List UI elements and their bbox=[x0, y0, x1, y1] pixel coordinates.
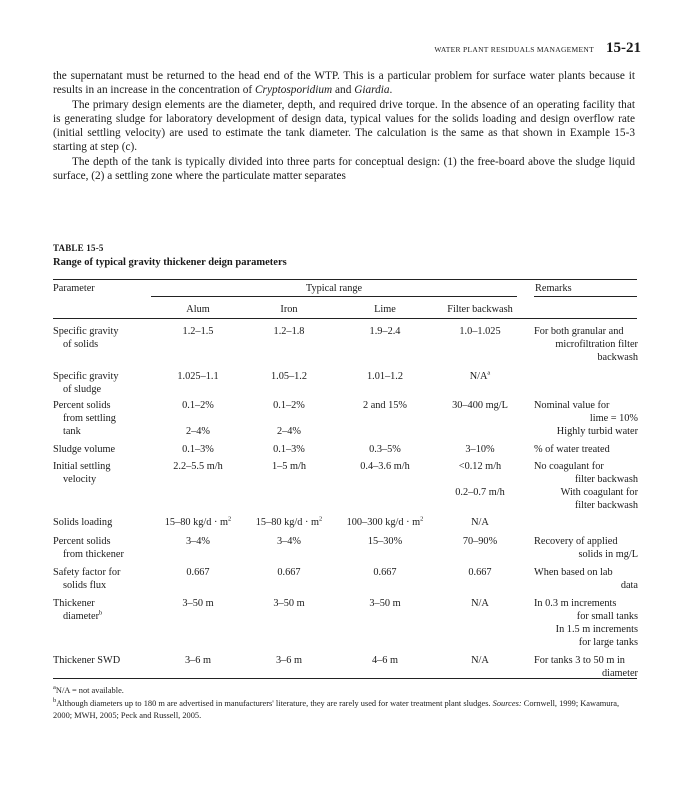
sludge-volume-remarks: % of water treated bbox=[534, 444, 610, 455]
remark-line: data bbox=[620, 580, 638, 591]
param-text: diameter bbox=[63, 611, 100, 622]
percent-solids-thickener-fb: 70–90% bbox=[462, 536, 498, 547]
footnote-b-text: Although diameters up to 180 m are advertised in manufacturers' literature, they are rarely used for water treatment plant sludges. bbox=[56, 698, 493, 708]
initial-settling-iron: 1–5 m/h bbox=[271, 461, 307, 472]
sources-text: Cornwell, 1999; Kawamura, 2000; MWH, 2005; Peck and Russell, 2005. bbox=[53, 698, 620, 720]
page-number: 15-21 bbox=[606, 40, 641, 56]
header-filter-backwash: Filter backwash bbox=[447, 304, 513, 315]
specific-gravity-sludge-alum: 1.025–1.1 bbox=[177, 371, 219, 382]
param-line: of solids bbox=[63, 339, 99, 350]
table-caption bbox=[53, 243, 635, 268]
percent-solids-settling-alum-2: 2–4% bbox=[185, 426, 211, 437]
table-footnotes bbox=[53, 685, 637, 723]
remark-line: Highly turbid water bbox=[556, 426, 638, 437]
specific-gravity-solids-fb: 1.0–1.025 bbox=[459, 326, 501, 337]
thickener-diameter-fb: N/A bbox=[471, 598, 489, 609]
remark-line: diameter bbox=[601, 668, 638, 679]
remark-line: for large tanks bbox=[578, 637, 638, 648]
remark-line: microfiltration filter bbox=[555, 339, 638, 350]
cryptosporidium-term: Cryptosporidium bbox=[255, 84, 333, 97]
row-specific-gravity-sludge-parameter bbox=[53, 370, 153, 396]
percent-solids-settling-fb: 30–400 mg/L bbox=[452, 400, 508, 411]
paragraph-1-text-b: and bbox=[332, 84, 355, 97]
safety-factor-fb: 0.667 bbox=[468, 567, 492, 578]
param-line bbox=[53, 610, 153, 623]
giardia-term: Giardia bbox=[354, 84, 390, 97]
row-percent-solids-settling-parameter bbox=[53, 399, 153, 438]
initial-settling-remarks bbox=[534, 460, 638, 512]
thickener-swd-lime: 4–6 m bbox=[371, 655, 399, 666]
paragraph-2: The primary design elements are the diameter, depth, and required drive torque. In the absence of an operating facility that is generating sludge for laboratory development of design data, typical values for the solids loading and design overflow rate (initial settling velocity) are used to estimate the tank diameter. The calculation is the same as that shown in Example 15-3 starting at step (c). bbox=[53, 98, 635, 154]
remarks-spanner-rule bbox=[534, 296, 637, 297]
safety-factor-remarks bbox=[534, 566, 638, 592]
percent-solids-settling-alum-1: 0.1–2% bbox=[182, 400, 214, 411]
remark-line: When based on lab bbox=[534, 567, 613, 578]
thickener-diameter-iron: 3–50 m bbox=[273, 598, 305, 609]
param-line: Percent solids bbox=[53, 536, 111, 547]
paragraph-1-text-a: the supernatant must be returned to the head end of the WTP. This is a particular problem for surface water plants because it results in an increase in the concentration of bbox=[53, 70, 635, 97]
remark-line: With coagulant for bbox=[560, 487, 638, 498]
row-safety-factor-parameter bbox=[53, 566, 153, 592]
row-solids-loading-parameter: Solids loading bbox=[53, 517, 113, 528]
remark-line: No coagulant for bbox=[534, 461, 604, 472]
value: 15–80 kg/d · m bbox=[164, 517, 228, 528]
percent-solids-thickener-iron: 3–4% bbox=[276, 536, 302, 547]
param-line: velocity bbox=[63, 474, 97, 485]
footnote-a-marker: a bbox=[53, 684, 56, 692]
value: 100–300 kg/d · m bbox=[346, 517, 421, 528]
remark-line: In 1.5 m increments bbox=[555, 624, 638, 635]
header-typical-range: Typical range bbox=[305, 283, 363, 294]
fb-value: N/A bbox=[469, 371, 488, 382]
row-specific-gravity-solids-parameter bbox=[53, 325, 153, 351]
footnote-a-mark: a bbox=[487, 369, 491, 377]
header-parameter: Parameter bbox=[53, 283, 95, 294]
param-line: Safety factor for bbox=[53, 567, 121, 578]
initial-settling-lime: 0.4–3.6 m/h bbox=[360, 461, 410, 472]
header-remarks: Remarks bbox=[535, 283, 572, 294]
remark-line: backwash bbox=[597, 352, 638, 363]
percent-solids-thickener-alum: 3–4% bbox=[185, 536, 211, 547]
table-top-rule bbox=[53, 279, 637, 280]
row-sludge-volume-parameter: Sludge volume bbox=[53, 444, 116, 455]
initial-settling-fb-2: 0.2–0.7 m/h bbox=[455, 487, 505, 498]
percent-solids-settling-iron-1: 0.1–2% bbox=[273, 400, 305, 411]
table-number: TABLE 15-5 bbox=[53, 243, 104, 253]
thickener-swd-fb: N/A bbox=[471, 655, 489, 666]
thickener-swd-remarks bbox=[534, 654, 638, 680]
specific-gravity-solids-remarks bbox=[534, 325, 638, 364]
specific-gravity-sludge-fb bbox=[437, 370, 523, 383]
thickener-diameter-remarks bbox=[534, 597, 638, 649]
running-head-title: WATER PLANT RESIDUALS MANAGEMENT bbox=[434, 45, 594, 54]
percent-solids-thickener-lime: 15–30% bbox=[367, 536, 403, 547]
percent-solids-settling-remarks bbox=[534, 399, 638, 438]
remark-line: For tanks 3 to 50 m in bbox=[534, 655, 625, 666]
specific-gravity-solids-alum: 1.2–1.5 bbox=[182, 326, 214, 337]
footnote-b bbox=[53, 698, 637, 723]
sludge-volume-lime: 0.3–5% bbox=[369, 444, 401, 455]
footnote-a bbox=[53, 685, 637, 698]
remark-line: In 0.3 m increments bbox=[534, 598, 617, 609]
header-iron: Iron bbox=[280, 304, 298, 315]
safety-factor-iron: 0.667 bbox=[277, 567, 301, 578]
sludge-volume-fb: 3–10% bbox=[465, 444, 495, 455]
paragraph-3: The depth of the tank is typically divided into three parts for conceptual design: (1) the free-board above the sludge liquid surface, (2) a settling zone where the particulate matter separates bbox=[53, 155, 635, 183]
row-initial-settling-parameter bbox=[53, 460, 153, 486]
param-line: Percent solids bbox=[53, 400, 111, 411]
remark-line: for small tanks bbox=[576, 611, 638, 622]
table-title: Range of typical gravity thickener deign parameters bbox=[53, 257, 287, 268]
running-head bbox=[434, 40, 641, 57]
exponent: 2 bbox=[318, 515, 323, 523]
header-lime: Lime bbox=[374, 304, 396, 315]
percent-solids-settling-iron-2: 2–4% bbox=[276, 426, 302, 437]
percent-solids-settling-lime: 2 and 15% bbox=[362, 400, 408, 411]
value: 15–80 kg/d · m bbox=[255, 517, 319, 528]
paragraph-1 bbox=[53, 69, 635, 98]
specific-gravity-sludge-iron: 1.05–1.2 bbox=[270, 371, 308, 382]
footnote-b-marker: b bbox=[53, 696, 57, 704]
paragraph-1-text-c: . bbox=[389, 84, 393, 97]
param-line: solids flux bbox=[63, 580, 107, 591]
specific-gravity-sludge-lime: 1.01–1.2 bbox=[366, 371, 404, 382]
thickener-diameter-lime: 3–50 m bbox=[369, 598, 401, 609]
param-line: Thickener bbox=[53, 598, 95, 609]
safety-factor-alum: 0.667 bbox=[186, 567, 210, 578]
remark-line: For both granular and bbox=[534, 326, 624, 337]
specific-gravity-solids-iron: 1.2–1.8 bbox=[273, 326, 305, 337]
header-alum: Alum bbox=[186, 304, 210, 315]
typical-range-rule bbox=[151, 296, 517, 297]
percent-solids-thickener-remarks bbox=[534, 535, 638, 561]
row-percent-solids-thickener-parameter bbox=[53, 535, 153, 561]
param-line: from thickener bbox=[63, 549, 124, 560]
remark-line: filter backwash bbox=[574, 474, 638, 485]
thickener-diameter-alum: 3–50 m bbox=[182, 598, 214, 609]
footnote-b-mark: b bbox=[99, 609, 103, 617]
safety-factor-lime: 0.667 bbox=[373, 567, 397, 578]
remark-line: solids in mg/L bbox=[578, 549, 638, 560]
specific-gravity-solids-lime: 1.9–2.4 bbox=[369, 326, 401, 337]
initial-settling-alum: 2.2–5.5 m/h bbox=[173, 461, 223, 472]
initial-settling-fb-1: <0.12 m/h bbox=[458, 461, 502, 472]
param-line: Initial settling bbox=[53, 461, 111, 472]
sludge-volume-alum: 0.1–3% bbox=[182, 444, 214, 455]
thickener-swd-alum: 3–6 m bbox=[184, 655, 212, 666]
solids-loading-alum bbox=[151, 516, 245, 529]
footnote-a-text: N/A = not available. bbox=[55, 686, 124, 695]
exponent: 2 bbox=[420, 515, 424, 523]
remark-line: lime = 10% bbox=[589, 413, 638, 424]
remark-line: Nominal value for bbox=[534, 400, 610, 411]
solids-loading-iron bbox=[245, 516, 333, 529]
thickener-swd-iron: 3–6 m bbox=[275, 655, 303, 666]
param-line: Specific gravity bbox=[53, 371, 119, 382]
sources-label: Sources: bbox=[492, 698, 522, 708]
remark-line: Recovery of applied bbox=[534, 536, 618, 547]
header-bottom-rule bbox=[53, 318, 637, 319]
param-line: of sludge bbox=[63, 384, 102, 395]
remark-line: filter backwash bbox=[574, 500, 638, 511]
sludge-volume-iron: 0.1–3% bbox=[273, 444, 305, 455]
row-thickener-diameter-parameter bbox=[53, 597, 153, 623]
param-line: tank bbox=[63, 426, 81, 437]
row-thickener-swd-parameter: Thickener SWD bbox=[53, 655, 121, 666]
solids-loading-fb: N/A bbox=[471, 517, 489, 528]
exponent: 2 bbox=[227, 515, 232, 523]
body-text bbox=[53, 69, 635, 183]
param-line: from settling bbox=[63, 413, 116, 424]
solids-loading-lime bbox=[333, 516, 437, 529]
param-line: Specific gravity bbox=[53, 326, 119, 337]
